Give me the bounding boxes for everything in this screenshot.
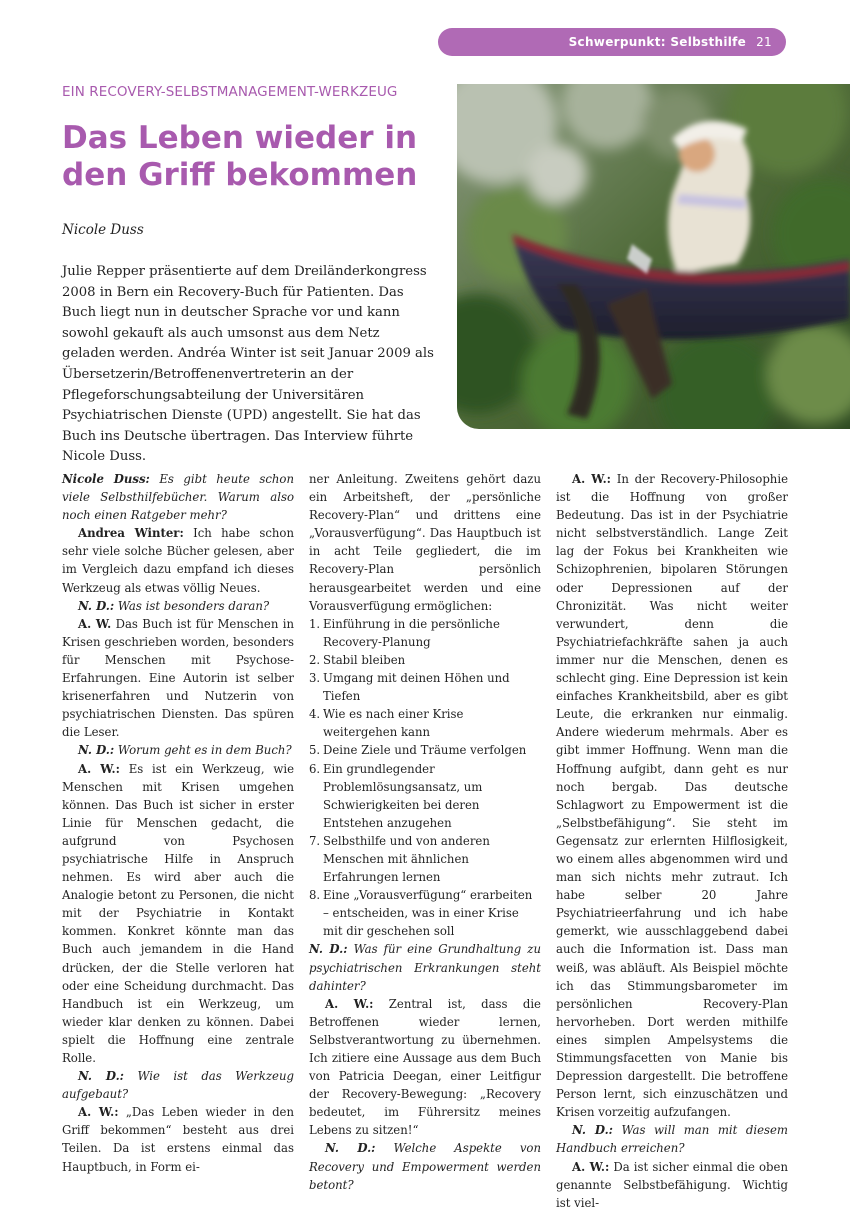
- paragraph: [309, 995, 541, 1140]
- question-text: Was für eine Grundhaltung zu psychiatrischen Erkrankungen steht dahinter?: [309, 942, 541, 993]
- list-item: [309, 705, 541, 741]
- answer-text: Das Buch ist für Menschen in Krisen geschrieben worden, besonders für Menschen mit Psychose-Erfahrungen. Eine Autorin ist selber krisenerfahren und Nutzerin von psychiatrischen Diensten. Das spüren die Leser.: [62, 616, 294, 740]
- section-header: [438, 28, 786, 56]
- paragraph: [556, 470, 788, 1121]
- paragraph: [309, 1139, 541, 1193]
- article-photo: [457, 84, 850, 429]
- list-item-text: Deine Ziele und Träume verfolgen: [323, 743, 527, 758]
- list-number: 6.: [309, 761, 321, 776]
- speaker-label: N. D.:: [78, 743, 115, 758]
- body-column-1: [62, 470, 294, 1176]
- speaker-label: A. W.: [78, 616, 112, 631]
- list-item: [309, 760, 541, 832]
- body-column-3: [556, 470, 788, 1212]
- answer-text: In der Recovery-Philosophie ist die Hoffnung von großer Bedeutung. Das ist in der Psychiatrie nicht selbstverständlich. Lange Zeit lag der Fokus bei Krankheiten wie Schizophrenien, bipolaren Störungen oder Depressionen auf der Chronizität. Was nicht weiter verwundert, denn die Psychiatriefachkräfte sahen ja auch immer nur die Menschen, denen es schlecht ging. Eine Depression ist kein einfaches Krankheitsbild, aber es gibt Leute, die erkranken nur einmalig. Andere wiederum mehrmals. Aber es gibt immer Hoffnung. Wenn man die Hoffnung aufgibt, dann geht es nur noch bergab. Das deutsche Schlagwort zu Empowerment ist die „Selbstbefähigung“. Sie steht im Gegensatz zur erlernten Hilflosigkeit, wo einem alles abgenommen wird und man sich nichts mehr zutraut. Ich habe selber 20 Jahre Psychiatrieerfahrung und ich habe gemerkt, wie ausschlaggebend dabei auch die Information ist. Dass man weiß, was abläuft. Als Beispiel möchte ich das Stimmungsbarometer im persönlichen Recovery-Plan hervorheben. Dort werden mithilfe eines simplen Ampelsystems die Stimmungsfacetten von Manie bis Depression dargestellt. Die betroffene Person lernt, sich einzuschätzen und Krisen vorzeitig aufzufangen.: [556, 472, 788, 1120]
- list-item: [309, 741, 541, 759]
- paragraph: [556, 1121, 788, 1157]
- question-text: Welche Aspekte von Recovery und Empowerment werden betont?: [309, 1141, 541, 1192]
- answer-text: ner Anleitung. Zweitens gehört dazu ein Arbeitsheft, der „persönliche Recovery-Plan“ und drittens eine „Vorausverfügung“. Das Hauptbuch ist in acht Teile gegliedert, die im Recovery-Plan persönlich herausgearbeitet werden und eine Vorausverfügung ermöglichen:: [309, 472, 541, 613]
- list-item-text: Selbsthilfe und von anderen Menschen mit ähnlichen Erfahrungen lernen: [323, 833, 490, 885]
- list-item-text: Einführung in die persönliche Recovery-Planung: [323, 616, 500, 649]
- speaker-label: A. W.:: [572, 1159, 610, 1174]
- speaker-label: N. D.:: [78, 1069, 124, 1084]
- body-column-2: [309, 470, 541, 1194]
- speaker-label: Andrea Winter:: [78, 526, 184, 541]
- list-item-text: Ein grundlegender Problemlösungsansatz, um Schwierigkeiten bei deren Entstehen anzugehen: [323, 761, 483, 830]
- answer-text: Ich habe schon sehr viele solche Bücher gelesen, aber im Vergleich dazu empfand ich dieses Werkzeug als etwas völlig Neues.: [62, 526, 294, 595]
- list-number: 3.: [309, 671, 321, 686]
- article-lead: Julie Repper präsentierte auf dem Dreiländerkongress 2008 in Bern ein Recovery-Buch für Patienten. Das Buch liegt nun in deutscher Sprache vor und kann sowohl gekauft als auch umsonst aus dem Netz geladen werden. Andréa Winter ist seit Januar 2009 als Übersetzerin/Betroffenenvertreterin an der Pflegeforschungsabteilung der Universitären Psychiatrischen Dienste (UPD) angestellt. Sie hat das Buch ins Deutsche übertragen. Das Interview führte Nicole Duss.: [62, 264, 434, 465]
- list-number: 5.: [309, 743, 321, 758]
- answer-text: „Das Leben wieder in den Griff bekommen“ besteht aus drei Teilen. Da ist erstens einmal das Hauptbuch, in Form ei-: [62, 1105, 294, 1174]
- list-number: 4.: [309, 707, 321, 722]
- paragraph: [62, 524, 294, 596]
- article-kicker: EIN RECOVERY-SELBSTMANAGEMENT-WERKZEUG: [62, 84, 398, 100]
- numbered-list: [309, 615, 541, 941]
- list-number: 2.: [309, 652, 321, 667]
- list-item: [309, 615, 541, 651]
- speaker-label: N. D.:: [309, 942, 348, 957]
- paragraph: [62, 615, 294, 742]
- speaker-label: N. D.:: [572, 1123, 613, 1138]
- list-item: [309, 832, 541, 886]
- section-label: Schwerpunkt: Selbsthilfe: [568, 35, 747, 49]
- question-text: Was will man mit diesem Handbuch erreichen?: [556, 1123, 788, 1156]
- list-item-text: Umgang mit deinen Höhen und Tiefen: [323, 671, 510, 704]
- speaker-label: A. W.:: [572, 472, 611, 486]
- question-text: Wie ist das Werkzeug aufgebaut?: [62, 1069, 294, 1102]
- list-item: [309, 651, 541, 669]
- list-item-text: Wie es nach einer Krise weitergehen kann: [323, 707, 464, 740]
- article-author: Nicole Duss: [62, 222, 144, 238]
- boat-figure-photo: [457, 84, 850, 429]
- paragraph: [62, 1067, 294, 1103]
- question-text: Worum geht es in dem Buch?: [114, 743, 292, 758]
- list-item-text: Stabil bleiben: [323, 652, 406, 667]
- speaker-label: Nicole Duss:: [62, 472, 150, 486]
- list-number: 1.: [309, 616, 321, 631]
- question-text: Was ist besonders daran?: [114, 598, 270, 613]
- page-number: 21: [756, 35, 772, 49]
- answer-text: Zentral ist, dass die Betroffenen wieder lernen, Selbstverantwortung zu übernehmen. Ich zitiere eine Aussage aus dem Buch von Patricia Deegan, einer Leitfigur der Recovery-Bewegung: „Recovery bedeutet, im Führersitz meines Lebens zu sitzen!“: [309, 996, 541, 1138]
- list-number: 7.: [309, 833, 321, 848]
- list-item: [309, 669, 541, 705]
- paragraph: [62, 597, 294, 615]
- paragraph: [309, 470, 541, 615]
- speaker-label: A. W.:: [325, 996, 374, 1011]
- speaker-label: A. W.:: [78, 761, 120, 776]
- paragraph: [62, 470, 294, 524]
- paragraph: [62, 1103, 294, 1175]
- paragraph: [62, 741, 294, 759]
- speaker-label: A. W.:: [78, 1105, 119, 1120]
- list-number: 8.: [309, 888, 321, 903]
- speaker-label: N. D.:: [325, 1141, 376, 1156]
- question-text: Es gibt heute schon viele Selbsthilfebücher. Warum also noch einen Ratgeber mehr?: [62, 472, 294, 523]
- answer-text: Es ist ein Werkzeug, wie Menschen mit Krisen umgehen können. Das Buch ist sicher in erster Linie für Menschen gedacht, die aufgrund von Psychosen psychiatrische Hilfe in Anspruch nehmen. Es wird aber auch die Analogie betont zu Personen, die nicht mit der Psychiatrie in Kontakt kommen. Konkret könnte man das Buch auch jemandem in die Hand drücken, der die Stelle verloren hat oder eine Scheidung durchmacht. Das Handbuch ist ein Werkzeug, um wieder klar denken zu können. Dabei spielt die Hoffnung eine zentrale Rolle.: [62, 761, 294, 1065]
- list-item-text: Eine „Vorausverfügung“ erarbeiten – entscheiden, was in einer Krise mit dir geschehen soll: [323, 888, 533, 939]
- paragraph: [62, 760, 294, 1068]
- paragraph: [309, 940, 541, 994]
- article-title: Das Leben wieder in den Griff bekommen: [62, 120, 418, 193]
- paragraph: [556, 1158, 788, 1212]
- list-item: [309, 886, 541, 940]
- answer-text: Da ist sicher einmal die oben genannte Selbstbefähigung. Wichtig ist viel-: [556, 1159, 788, 1210]
- speaker-label: N. D.:: [78, 598, 115, 613]
